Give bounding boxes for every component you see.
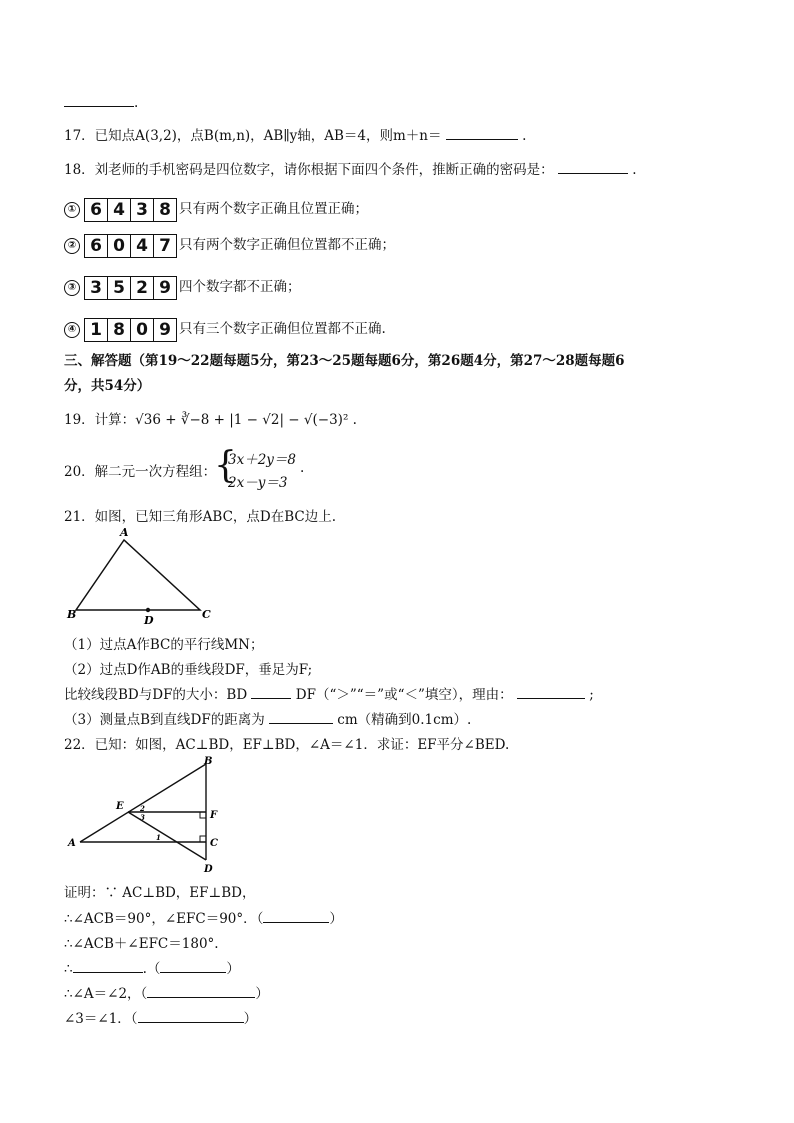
equation-brace: { bbox=[214, 445, 237, 486]
label-a: A bbox=[68, 838, 76, 849]
digit-boxes bbox=[84, 276, 177, 300]
compare-text-mid: DF（“＞”“＝”或“＜”填空），理由： bbox=[295, 687, 513, 703]
proof-reason-blank[interactable] bbox=[138, 1008, 244, 1023]
answer-blank[interactable] bbox=[64, 92, 134, 107]
part-3-end: cm（精确到0.1cm）. bbox=[337, 712, 472, 728]
proof-line bbox=[64, 932, 219, 952]
period: . bbox=[300, 460, 305, 476]
digit-cell: 1 bbox=[85, 319, 108, 341]
label-d: D bbox=[144, 614, 154, 627]
triangle-abc bbox=[76, 540, 200, 610]
compare-text: 比较线段BD与DF的大小：BD bbox=[64, 687, 248, 703]
equation-1: 3x＋2y＝8 bbox=[228, 452, 297, 468]
condition-number: ④ bbox=[64, 322, 80, 338]
proof-reason-blank[interactable] bbox=[147, 983, 255, 998]
digit-cell: 3 bbox=[131, 199, 154, 221]
digit-boxes bbox=[84, 318, 177, 342]
question-18 bbox=[64, 158, 637, 178]
question-19: 19．计算：√36 + ∛−8 + |1 − √2| − √(−3)² . bbox=[64, 412, 357, 428]
digit-cell: 3 bbox=[85, 277, 108, 299]
digit-cell: 7 bbox=[159, 235, 171, 256]
question-22: 22．已知：如图，AC⊥BD，EF⊥BD，∠A＝∠1．求证：EF平分∠BED. bbox=[64, 737, 510, 753]
proof-reason-blank[interactable] bbox=[263, 908, 329, 923]
question-21-part-2: （2）过点D作AB的垂线段DF，垂足为F; bbox=[64, 662, 313, 678]
label-b: B bbox=[67, 608, 77, 621]
proof-text: ∴ bbox=[64, 961, 73, 977]
digit-cell: 9 bbox=[159, 319, 171, 340]
proof-blank[interactable] bbox=[73, 958, 143, 973]
label-f: F bbox=[210, 810, 218, 821]
condition-text: 只有两个数字正确但位置都不正确； bbox=[179, 237, 395, 253]
digit-cell: 4 bbox=[131, 235, 154, 257]
question-21-part-3 bbox=[64, 708, 471, 728]
proof-text: ∠3＝∠1．（ bbox=[64, 1011, 138, 1027]
label-c: C bbox=[202, 608, 211, 621]
answer-blank-18[interactable] bbox=[558, 159, 628, 174]
angle-1-label: 1 bbox=[156, 833, 161, 842]
part-3-text: （3）测量点B到直线DF的距离为 bbox=[64, 712, 265, 728]
condition-number: ② bbox=[64, 238, 80, 254]
question-17 bbox=[64, 124, 526, 144]
proof-text: ∴∠A＝∠2，（ bbox=[64, 986, 148, 1002]
proof-text: ） bbox=[226, 961, 240, 977]
section-3-heading: 三、解答题（第19～22题每题5分，第23～25题每题6分，第26题4分，第27～28题每题6 bbox=[64, 353, 625, 369]
right-angle-f bbox=[200, 812, 206, 818]
digit-cell: 9 bbox=[159, 277, 171, 298]
semicolon: ; bbox=[589, 687, 594, 703]
question-18-text: 18．刘老师的手机密码是四位数字，请你根据下面四个条件，推断正确的密码是： bbox=[64, 162, 554, 178]
label-a: A bbox=[120, 526, 129, 539]
proof-text: ） bbox=[243, 1011, 258, 1027]
question-21-part-1: （1）过点A作BC的平行线MN； bbox=[64, 637, 264, 653]
question-21-compare bbox=[64, 683, 594, 703]
section-3-heading-cont: 分，共54分） bbox=[64, 378, 151, 394]
digit-cell: 6 bbox=[85, 199, 108, 221]
line-ab bbox=[80, 764, 206, 842]
angle-3-label: 3 bbox=[140, 813, 145, 822]
digit-cell: 0 bbox=[108, 235, 131, 257]
question-20-label: 20．解二元一次方程组： bbox=[64, 464, 217, 480]
label-b: B bbox=[204, 756, 213, 767]
proof-text: ∴∠ACB＝90°，∠EFC＝90°．（ bbox=[64, 911, 264, 927]
right-angle-c bbox=[200, 836, 206, 842]
digit-cell: 5 bbox=[108, 277, 131, 299]
label-c: C bbox=[210, 838, 218, 849]
digit-cell: 2 bbox=[131, 277, 154, 299]
answer-blank-distance[interactable] bbox=[269, 709, 333, 724]
condition-4 bbox=[64, 317, 386, 342]
proof-text: .（ bbox=[142, 961, 161, 977]
question-17-text: 17．已知点A(3,2)，点B(m,n)，AB∥y轴，AB＝4，则m＋n＝ bbox=[64, 128, 442, 144]
answer-blank-reason[interactable] bbox=[517, 684, 585, 699]
equation-2: 2x－y＝3 bbox=[228, 475, 288, 491]
proof-line bbox=[64, 1007, 257, 1027]
condition-text: 只有三个数字正确但位置都不正确. bbox=[179, 321, 386, 337]
condition-text: 只有两个数字正确且位置正确； bbox=[179, 201, 368, 217]
proof-reason-blank[interactable] bbox=[160, 958, 226, 973]
digit-boxes bbox=[84, 198, 177, 222]
perpendicular-figure bbox=[64, 754, 224, 876]
label-d: D bbox=[204, 864, 213, 875]
answer-blank-17[interactable] bbox=[446, 125, 518, 140]
period: . bbox=[134, 95, 139, 111]
proof-text: ） bbox=[329, 911, 343, 927]
digit-cell: 8 bbox=[159, 199, 171, 220]
digit-cell: 8 bbox=[108, 319, 131, 341]
condition-1 bbox=[64, 197, 368, 222]
question-20 bbox=[64, 460, 216, 480]
point-d-dot bbox=[146, 608, 150, 612]
proof-line bbox=[64, 982, 269, 1002]
angle-2-label: 2 bbox=[140, 804, 145, 813]
top-answer-line bbox=[64, 92, 138, 111]
condition-2 bbox=[64, 233, 395, 258]
digit-boxes bbox=[84, 234, 177, 258]
proof-text: ） bbox=[255, 986, 269, 1002]
digit-cell: 0 bbox=[131, 319, 154, 341]
digit-cell: 6 bbox=[85, 235, 108, 257]
proof-text: ∴∠ACB＋∠EFC＝180°. bbox=[64, 936, 219, 952]
condition-text: 四个数字都不正确； bbox=[179, 279, 301, 295]
proof-text: 证明：∵ AC⊥BD，EF⊥BD， bbox=[64, 885, 256, 901]
condition-number: ① bbox=[64, 202, 80, 218]
triangle-abc-figure bbox=[64, 526, 224, 628]
period: . bbox=[632, 162, 637, 178]
answer-blank-compare[interactable] bbox=[251, 684, 291, 699]
proof-line bbox=[64, 957, 240, 977]
condition-3 bbox=[64, 275, 301, 300]
digit-cell: 4 bbox=[108, 199, 131, 221]
label-e: E bbox=[116, 801, 124, 812]
condition-number: ③ bbox=[64, 280, 80, 296]
period: . bbox=[522, 128, 527, 144]
proof-line bbox=[64, 881, 255, 901]
question-21: 21．如图，已知三角形ABC，点D在BC边上. bbox=[64, 509, 337, 525]
proof-line bbox=[64, 907, 343, 927]
